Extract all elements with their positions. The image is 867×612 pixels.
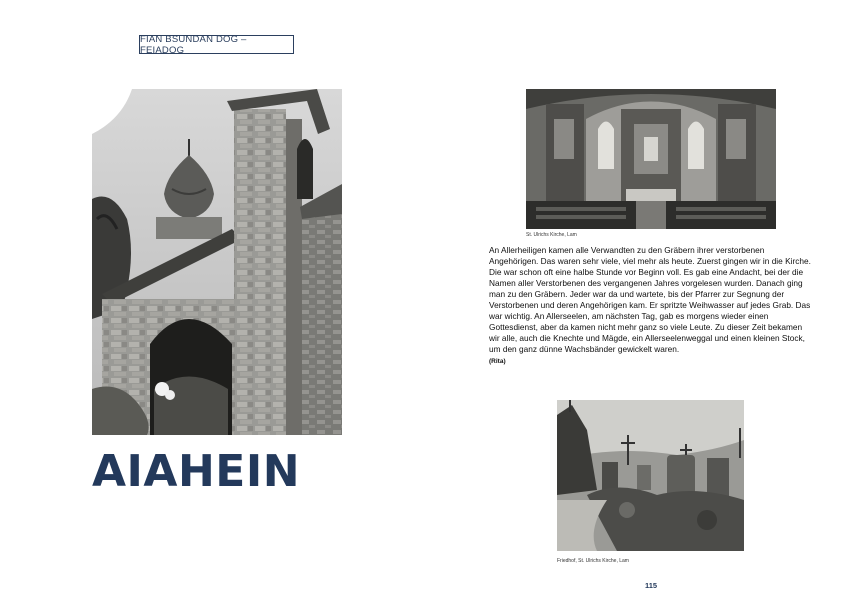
cemetery-photo	[557, 400, 744, 551]
interior-photo-caption: St. Ulrichs Kirche, Lam	[526, 232, 577, 238]
section-title: AIAHEIN	[92, 446, 301, 497]
article-author: (Rita)	[489, 358, 506, 365]
article-body	[489, 245, 811, 367]
section-label: FIAN BSUNDAN DOG – FEIADOG	[139, 35, 294, 54]
article-paragraph: An Allerheiligen kamen alle Verwandten zu den Gräbern ihrer verstorbenen Angehörigen. Das waren sehr viele, viel mehr als heute. Zuerst gingen wir in die Kirche. Die war schon oft eine halbe Stunde vor Beginn voll. Es gab eine Andacht, bei der die Namen aller Verstorbenen des vergangenen Jahres vorgelesen wurden. Danach ging man zu den Gräbern. Jeder war da und wartete, bis der Pfarrer zur Segnung der Verstorbenen und deren Angehörigen kam. Er spritzte Weihwasser auf jedes Grab. Das war wichtig. An Allerseelen, am nächsten Tag, gab es morgens wieder einen Gottesdienst, aber da kamen nicht mehr ganz so viele Leute. Zu dieser Zeit bekamen wir alle, auch die Knechte und Mägde, ein Allerseelenweggal und einen kleinen Stock, um den ganz dünne Wachsbänder gewickelt waren.	[489, 245, 811, 354]
church-gate-photo	[92, 89, 342, 435]
church-interior-photo	[526, 89, 776, 229]
page-number: 115	[645, 581, 658, 590]
cemetery-photo-caption: Friedhof, St. Ulrichs Kirche, Lam	[557, 558, 629, 564]
